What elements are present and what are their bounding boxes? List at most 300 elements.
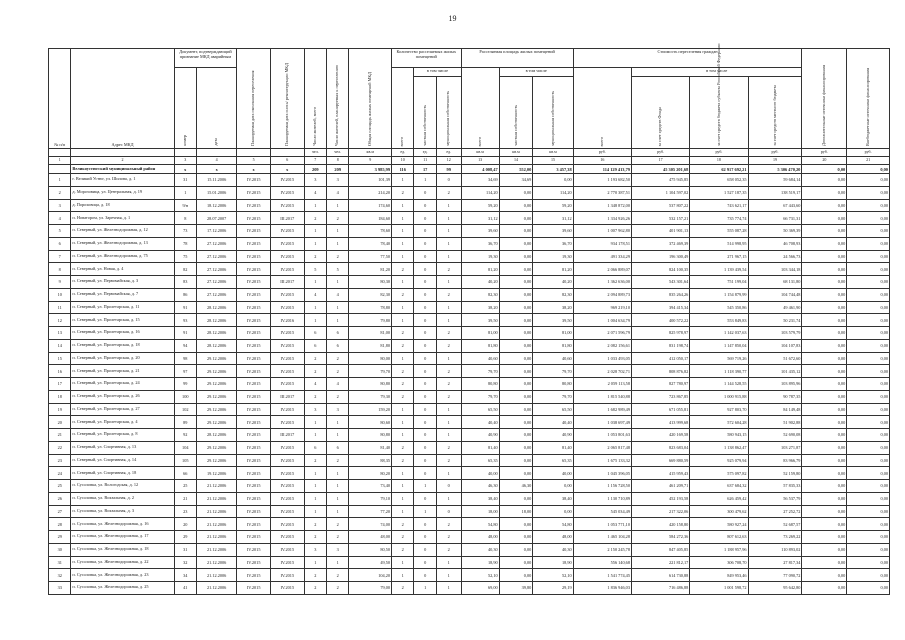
row-cell: 0,00 [802, 582, 847, 595]
table-row [49, 365, 890, 378]
row-cell: 0,00 [847, 352, 890, 365]
row-cell: 79,70 [533, 390, 573, 403]
row-cell: 59,20 [533, 199, 573, 212]
row-cell: 0,00 [499, 492, 533, 505]
row-cell: 0,00 [847, 365, 890, 378]
row-cell: 2 [304, 212, 326, 225]
row-cell: 1 139 439,54 [690, 263, 748, 276]
row-cell: 79,70 [461, 365, 499, 378]
row-address: п. Северный, ул. Пролетарская, д. 27 [71, 403, 174, 416]
row-cell: IV.2015 [237, 250, 271, 263]
row-cell: 1 [304, 314, 326, 327]
row-cell: 2 [392, 454, 414, 467]
row-cell: 91 [174, 327, 196, 340]
row-cell: 0,00 [847, 582, 890, 595]
resettlement-table-sheet [48, 43, 890, 595]
row-address: п. Северный, ул. Железнодорожная, д. 13 [71, 237, 174, 250]
table-body [49, 165, 890, 595]
row-cell: IV.2015 [270, 174, 304, 187]
row-cell: 27 252,72 [748, 505, 802, 518]
unit-cell-3 [174, 149, 196, 157]
planned-end-date-header: Планируемая дата окончания переселения [237, 49, 271, 149]
row-cell: 40,40 [533, 416, 573, 429]
row-cell: 835 264,26 [631, 288, 689, 301]
row-cell: 372 469,39 [631, 237, 689, 250]
row-cell: 18.12.2006 [196, 199, 236, 212]
row-cell: 31,12 [461, 212, 499, 225]
row-cell: 637 684,32 [690, 480, 748, 493]
row-cell: 3 [304, 543, 326, 556]
row-cell: 80,80 [533, 378, 573, 391]
row-cell: 99 [174, 378, 196, 391]
row-cell: 2 [327, 531, 349, 544]
row-cell: 413 999,68 [631, 416, 689, 429]
row-cell: 81,40 [533, 441, 573, 454]
row-cell: 40,00 [533, 467, 573, 480]
row-address: п. Северный, ул. Железнодорожная, д. 12 [71, 225, 174, 238]
row-cell: 0,00 [802, 441, 847, 454]
row-cell: 0,00 [499, 250, 533, 263]
row-cell: 556 140,68 [573, 556, 631, 569]
row-cell: 80,80 [349, 378, 392, 391]
row-cell: 420 169,58 [631, 429, 689, 442]
row-cell: 0,00 [847, 556, 890, 569]
row-cell: 0,00 [847, 454, 890, 467]
row-number: 23 [49, 454, 71, 467]
row-cell: 38,40 [533, 492, 573, 505]
doc-group-header: Документ, подтверждающий признание МКД аварийным [174, 49, 237, 68]
row-cell: 1 362 636,00 [573, 276, 631, 289]
row-cell: 0,00 [847, 429, 890, 442]
row-cell: 79,70 [533, 365, 573, 378]
row-cell: 1 147 850,04 [690, 339, 748, 352]
row-cell: 39,80 [499, 582, 533, 595]
row-cell: 2 [392, 441, 414, 454]
row-cell: 83 966,79 [748, 454, 802, 467]
row-cell: 2 [327, 582, 349, 595]
row-cell: 81,40 [461, 441, 499, 454]
row-cell: 743 621,17 [690, 199, 748, 212]
row-cell: 196 300,49 [631, 250, 689, 263]
row-cell: 1 188 957,96 [690, 543, 748, 556]
row-cell: 1 [436, 237, 461, 250]
row-cell: 626 459,42 [690, 492, 748, 505]
row-cell: 97 [174, 365, 196, 378]
column-index-6: 6 [270, 157, 304, 165]
row-cell: 1 007 962,80 [573, 225, 631, 238]
row-cell: 1 [327, 314, 349, 327]
row-number: 28 [49, 518, 71, 531]
row-cell: 29.12.2006 [196, 441, 236, 454]
row-cell: 104,20 [349, 569, 392, 582]
cost-total-header: всего [573, 68, 631, 149]
row-cell: 88,35 [349, 454, 392, 467]
row-cell: 1 [327, 416, 349, 429]
row-address: п. Северный, ул. Пролетарская, д. 11 [71, 301, 174, 314]
table-row [49, 263, 890, 276]
row-cell: 0,00 [802, 212, 847, 225]
row-cell: 1 [436, 416, 461, 429]
total-row [49, 165, 890, 174]
row-cell: 0,00 [847, 174, 890, 187]
row-cell: 1 [436, 556, 461, 569]
row-cell: 29.12.2006 [196, 352, 236, 365]
row-cell: IV.2015 [237, 186, 271, 199]
cost-in-that-header: в том числе [631, 68, 801, 77]
row-cell: 80,50 [349, 543, 392, 556]
row-cell: 0,00 [847, 199, 890, 212]
row-cell: 65,35 [461, 454, 499, 467]
row-cell: 0,00 [847, 263, 890, 276]
row-cell: 1 045 396,05 [573, 467, 631, 480]
row-cell: 159,20 [349, 403, 392, 416]
row-cell: IV.2015 [237, 505, 271, 518]
column-index-1: 1 [49, 157, 71, 165]
row-cell: 3 [327, 174, 349, 187]
row-number: 11 [49, 301, 71, 314]
row-cell: 0 [414, 492, 436, 505]
row-cell: 934 178,51 [573, 237, 631, 250]
row-cell: 2 [436, 263, 461, 276]
row-cell: 1 [174, 186, 196, 199]
row-cell: 1 033 493,05 [573, 352, 631, 365]
row-cell: 0,00 [499, 237, 533, 250]
row-number: 14 [49, 339, 71, 352]
row-cell: 81,40 [349, 441, 392, 454]
doc-date-header: дата [196, 68, 236, 149]
row-cell: 1 001 598,72 [690, 582, 748, 595]
row-cell: IV.2015 [270, 569, 304, 582]
column-index-7: 7 [304, 157, 326, 165]
row-cell: 0 [414, 327, 436, 340]
row-cell: 46,30 [461, 480, 499, 493]
row-cell: 78,60 [349, 225, 392, 238]
row-cell: 103 579,79 [748, 327, 802, 340]
row-cell: 74,00 [349, 518, 392, 531]
row-cell: 0,00 [499, 352, 533, 365]
row-address: п. Сусоловка, ул. Вокзальная, д. 2 [71, 492, 174, 505]
row-cell: 1 [436, 403, 461, 416]
row-cell: IV.2015 [270, 263, 304, 276]
row-cell: 28.07.2007 [196, 212, 236, 225]
row-address: п. Северный, ул. Новая, д. 4 [71, 263, 174, 276]
row-cell: 81,00 [349, 327, 392, 340]
row-cell: 19.12.2006 [196, 467, 236, 480]
row-cell: 28.12.2006 [196, 429, 236, 442]
unit-cell-18: руб. [690, 149, 748, 157]
row-cell: 0 [414, 250, 436, 263]
row-cell: 78,80 [349, 301, 392, 314]
row-cell: 925 079,94 [690, 454, 748, 467]
row-cell: 91 [174, 301, 196, 314]
row-cell: 723 867,85 [631, 390, 689, 403]
row-cell: 0,00 [847, 378, 890, 391]
row-cell: IV.2015 [270, 250, 304, 263]
premises-count-group-header: Количество расселяемых жилых помещений [392, 49, 462, 68]
row-cell: 65,50 [533, 403, 573, 416]
row-cell: 103 271,87 [748, 441, 802, 454]
row-cell: 6 [327, 441, 349, 454]
table-row [49, 582, 890, 595]
row-cell: 0,00 [802, 327, 847, 340]
row-cell: 1 [414, 505, 436, 518]
table-row [49, 352, 890, 365]
row-cell: 2 [436, 365, 461, 378]
row-cell: 23 [174, 505, 196, 518]
row-number: 21 [49, 429, 71, 442]
row-cell: 808 876,82 [631, 365, 689, 378]
row-cell: 0,00 [847, 492, 890, 505]
row-cell: IV.2015 [237, 556, 271, 569]
table-row [49, 543, 890, 556]
row-cell: 1 [414, 480, 436, 493]
row-cell: 0,00 [533, 480, 573, 493]
row-address: п. Северный, ул. Пролетарская, д. 18 [71, 339, 174, 352]
row-cell: 2 [436, 327, 461, 340]
row-number: 30 [49, 543, 71, 556]
row-cell: 0 [414, 237, 436, 250]
row-cell: 40,20 [533, 276, 573, 289]
row-cell: 0,00 [802, 225, 847, 238]
row-cell: 0,00 [499, 467, 533, 480]
row-cell: 0,00 [802, 276, 847, 289]
row-cell: 2 [304, 250, 326, 263]
row-number: 9 [49, 276, 71, 289]
row-cell: 4 [304, 288, 326, 301]
row-cell: 537 807,22 [631, 199, 689, 212]
row-cell: 0,00 [499, 531, 533, 544]
row-address: п. Сусоловка, ул. Вологодская, д. 12 [71, 480, 174, 493]
row-cell: 0,00 [802, 480, 847, 493]
row-cell: 1 [414, 174, 436, 187]
row-address: п. Северный, ул. Первомайская, д. 7 [71, 288, 174, 301]
row-cell: 73 269,22 [748, 531, 802, 544]
row-cell: 0,00 [847, 416, 890, 429]
table-row [49, 518, 890, 531]
row-cell: 0,00 [847, 467, 890, 480]
row-cell: 2 059 113,58 [573, 378, 631, 391]
row-cell: 3 [304, 403, 326, 416]
row-cell: 2 [304, 518, 326, 531]
row-cell: 1 [436, 429, 461, 442]
row-cell: 39,60 [461, 225, 499, 238]
row-cell: 79,80 [349, 314, 392, 327]
row-cell: 81,20 [349, 263, 392, 276]
row-address: п. Северный, ул. Пролетарская, д. 26 [71, 390, 174, 403]
row-cell: 1 000 915,88 [690, 390, 748, 403]
row-cell: 1 682 989,49 [573, 403, 631, 416]
row-cell: 93 [174, 314, 196, 327]
row-cell: 0,00 [499, 429, 533, 442]
row-cell: 4 [304, 186, 326, 199]
row-cell: 671 055,81 [631, 403, 689, 416]
row-cell: 25 [174, 480, 196, 493]
row-cell: 1 465 104,28 [573, 531, 631, 544]
row-cell: 2 [392, 378, 414, 391]
area-in-that-header: в том числе [499, 68, 573, 77]
table-row [49, 569, 890, 582]
cost-fund-header: за счет средств Фонда [631, 77, 689, 149]
row-cell: IV.2015 [237, 492, 271, 505]
row-cell: 572 604,28 [690, 416, 748, 429]
row-cell: 81,20 [461, 263, 499, 276]
row-cell: IV.2015 [270, 556, 304, 569]
row-cell: 1 [392, 276, 414, 289]
row-cell: 1 [392, 492, 414, 505]
row-cell: 29.12.2006 [196, 365, 236, 378]
row-cell: IV.2015 [237, 441, 271, 454]
row-cell: 50 369,39 [748, 225, 802, 238]
row-cell: 2 [327, 250, 349, 263]
row-cell: 0 [414, 339, 436, 352]
row-cell: 555 087,28 [690, 225, 748, 238]
row-cell: 114,20 [461, 186, 499, 199]
row-cell: 0,00 [802, 403, 847, 416]
premises-area-group-header: Расселяемая площадь жилых помещений [461, 49, 573, 68]
row-cell: 2 [304, 454, 326, 467]
row-cell: IV.2015 [270, 352, 304, 365]
row-cell: 95 642,80 [748, 582, 802, 595]
row-cell: 461 209,71 [631, 480, 689, 493]
total-cell: 0,00 [802, 165, 847, 174]
row-cell: 52,10 [533, 569, 573, 582]
row-number: 3 [49, 199, 71, 212]
row-cell: 77 090,72 [748, 569, 802, 582]
row-cell: 1 142 037,63 [690, 327, 748, 340]
row-cell: 0 [414, 212, 436, 225]
row-cell: 0,00 [499, 186, 533, 199]
row-cell: 1 [392, 416, 414, 429]
row-cell: 3 [304, 174, 326, 187]
row-cell: 81,00 [461, 327, 499, 340]
row-cell: 110 893,02 [748, 543, 802, 556]
row-cell: 1 004 634,79 [573, 314, 631, 327]
row-cell: 0,00 [499, 301, 533, 314]
row-cell: 38,20 [461, 301, 499, 314]
row-cell: IV.2015 [270, 378, 304, 391]
row-cell: 0,00 [802, 569, 847, 582]
row-cell: 0,00 [802, 174, 847, 187]
row-cell: 40,60 [461, 352, 499, 365]
row-cell: 2 [436, 378, 461, 391]
row-cell: 271 967,15 [690, 250, 748, 263]
table-row [49, 441, 890, 454]
row-number: 4 [49, 212, 71, 225]
row-cell: 2 [436, 454, 461, 467]
row-cell: 21.12.2006 [196, 531, 236, 544]
row-cell: 1 [436, 467, 461, 480]
row-cell: 1 [327, 199, 349, 212]
row-cell: 4 [304, 378, 326, 391]
row-cell: 0,00 [802, 454, 847, 467]
row-number: 15 [49, 352, 71, 365]
row-cell: 1 [327, 556, 349, 569]
table-row [49, 505, 890, 518]
row-cell: 1 [327, 237, 349, 250]
table-row [49, 174, 890, 187]
row-number: 12 [49, 314, 71, 327]
row-cell: IV.2015 [270, 492, 304, 505]
row-cell: 2 [304, 582, 326, 595]
row-cell: 735 774,74 [690, 212, 748, 225]
row-cell: IV.2015 [237, 378, 271, 391]
row-cell: 27.12.2006 [196, 263, 236, 276]
unit-cell-8: чел. [327, 149, 349, 157]
row-cell: 18,00 [461, 505, 499, 518]
row-cell: 1 154 879,99 [690, 288, 748, 301]
row-cell: 1 [304, 301, 326, 314]
row-cell: 0,00 [499, 288, 533, 301]
row-cell: 0 [414, 186, 436, 199]
row-cell: 54,80 [533, 518, 573, 531]
row-cell: 27.12.2006 [196, 288, 236, 301]
row-cell: 0 [414, 454, 436, 467]
row-cell: 46 708,93 [748, 237, 802, 250]
row-cell: 807 612,63 [690, 531, 748, 544]
premises-private-header: частная собственность [414, 77, 436, 149]
row-cell: 0,00 [499, 416, 533, 429]
row-cell: 31,12 [533, 212, 573, 225]
row-cell: 104 [174, 441, 196, 454]
total-area-header: Общая площадь жилых помещений МКД [349, 49, 392, 149]
row-cell: 2 [327, 390, 349, 403]
row-cell: 40,30 [461, 543, 499, 556]
row-address: г. Великий Устюг, ул. Шилова, д. 1 [71, 174, 174, 187]
column-index-5: 5 [237, 157, 271, 165]
row-cell: 65,35 [533, 454, 573, 467]
row-cell: 0,00 [499, 327, 533, 340]
row-cell: 0,00 [847, 569, 890, 582]
row-cell: IV.2015 [270, 327, 304, 340]
row-cell: 1 [436, 314, 461, 327]
row-cell: 401 901,13 [631, 225, 689, 238]
total-row-no [49, 165, 71, 174]
row-cell: 0 [414, 314, 436, 327]
row-cell: IV.2015 [237, 199, 271, 212]
row-cell: 6 [304, 441, 326, 454]
table-row [49, 212, 890, 225]
row-cell: 82,30 [461, 288, 499, 301]
row-cell: 57 835,33 [748, 480, 802, 493]
row-cell: 580 943,15 [690, 429, 748, 442]
row-cell: 1 [392, 505, 414, 518]
row-cell: 0 [414, 518, 436, 531]
column-index-13: 13 [461, 157, 499, 165]
row-cell: 0,00 [499, 263, 533, 276]
row-cell: 0,00 [847, 225, 890, 238]
row-cell: 575 097,82 [690, 467, 748, 480]
row-cell: 0,00 [847, 301, 890, 314]
row-cell: IV.2015 [237, 365, 271, 378]
row-number: 31 [49, 556, 71, 569]
row-cell: IV.2015 [237, 569, 271, 582]
row-cell: 92 [174, 429, 196, 442]
row-cell: 0,00 [499, 403, 533, 416]
total-cell: x [237, 165, 271, 174]
row-cell: 1 144 528,55 [690, 378, 748, 391]
row-cell: 0 [414, 365, 436, 378]
row-number: 19 [49, 403, 71, 416]
row-cell: 221 812,17 [631, 556, 689, 569]
row-cell: 80,80 [461, 378, 499, 391]
row-cell: 1 [436, 492, 461, 505]
row-cell: 31 [174, 174, 196, 187]
row-cell: 114,20 [533, 186, 573, 199]
row-cell: 2 [304, 569, 326, 582]
row-cell: 532 157,21 [631, 212, 689, 225]
row-cell: 1 334 926,26 [573, 212, 631, 225]
row-cell: 0,00 [802, 250, 847, 263]
